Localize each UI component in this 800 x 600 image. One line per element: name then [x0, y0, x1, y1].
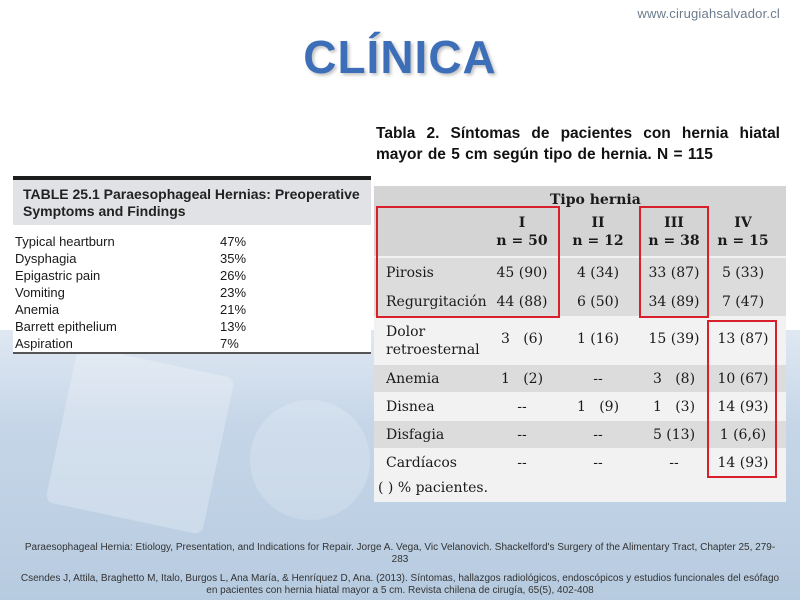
symptoms-table-spanish [374, 186, 786, 502]
table-footnote: ( ) % pacientes. [378, 480, 489, 496]
table-rule [13, 352, 371, 354]
table-caption: Paraesophageal Hernias: Preoperative Symptoms and Findings [23, 186, 360, 219]
column-header [562, 214, 634, 250]
percent-cell: 7% [220, 336, 239, 351]
column-type: II [591, 215, 605, 231]
row-label-line: Disfagia [386, 427, 445, 443]
table-row [15, 335, 371, 352]
highlight-type-iv [707, 320, 777, 478]
group-header: Tipo hernia [550, 192, 641, 208]
row-label-line: Pirosis [386, 265, 434, 281]
row-label [386, 426, 444, 444]
value-cell: 14 (93) [717, 399, 769, 415]
row-label [386, 454, 457, 472]
row-label [386, 370, 440, 388]
table-row [15, 284, 371, 301]
percent-cell: 23% [220, 285, 247, 300]
value-cell: -- [669, 455, 679, 471]
value-cell: 3 (8) [652, 371, 696, 387]
column-type: IV [734, 215, 752, 231]
table-number: TABLE 25.1 [23, 186, 100, 202]
value-cell: 7 (47) [721, 294, 765, 310]
column-n: n = 38 [648, 233, 700, 249]
value-cell: 14 (93) [717, 455, 769, 471]
table-row [15, 318, 371, 335]
value-cell: 15 (39) [648, 331, 700, 347]
background-decoration [250, 400, 370, 520]
value-cell: 5 (13) [652, 427, 696, 443]
highlight-type-iii [639, 206, 709, 318]
row-label-line: Cardíacos [386, 455, 457, 471]
column-type: I [518, 215, 526, 231]
row-label [386, 323, 480, 359]
value-cell: 1 (16) [576, 331, 620, 347]
value-cell: 6 (50) [576, 294, 620, 310]
value-cell: -- [517, 399, 527, 415]
symptom-cell: Aspiration [15, 336, 73, 351]
value-cell: 13 (87) [717, 331, 769, 347]
row-label-line: Dolor [386, 324, 426, 340]
symptom-cell: Barrett epithelium [15, 319, 117, 334]
row-label-line: retroesternal [386, 342, 480, 358]
percent-cell: 35% [220, 251, 247, 266]
column-type: III [664, 215, 684, 231]
table-body [13, 225, 371, 352]
reference-1: Paraesophageal Hernia: Etiology, Presentation, and Indications for Repair. Jorge A. Vega, Vic Velanovich. Shackelford's Surgery of the Alimentary Tract, Chapter 25, 279-283 [24, 542, 776, 565]
background-decoration [45, 345, 235, 535]
row-label-line: Regurgitación [386, 294, 487, 310]
row-label [386, 398, 435, 416]
value-cell: -- [593, 427, 603, 443]
reference-2: Csendes J, Attila, Braghetto M, Italo, Burgos L, Ana María, & Henríquez D, Ana. (2013). Síntomas, hallazgos radiológicos, endoscópicos y estudios funcionales del esófago en pacientes con hernia hiatal mayor a 5 cm. Revista chilena de cirugía, 65(5), 402-408 [20, 573, 780, 596]
symptom-cell: Anemia [15, 302, 60, 317]
symptoms-table-english [13, 176, 371, 354]
value-cell: 3 (6) [500, 331, 544, 347]
value-cell: -- [517, 455, 527, 471]
row-label-line: Disnea [386, 399, 435, 415]
table-row [15, 267, 371, 284]
symptom-cell: Vomiting [15, 285, 65, 300]
percent-cell: 13% [220, 319, 247, 334]
value-cell: 33 (87) [648, 265, 700, 281]
column-n: n = 12 [572, 233, 624, 249]
table-row [15, 250, 371, 267]
table-row [15, 301, 371, 318]
value-cell: 34 (89) [648, 294, 700, 310]
percent-cell: 26% [220, 268, 247, 283]
column-header [707, 214, 779, 250]
value-cell: 5 (33) [721, 265, 765, 281]
slide-title: CLÍNICA [303, 31, 497, 83]
value-cell: 10 (67) [717, 371, 769, 387]
value-cell: 1 (9) [576, 399, 620, 415]
value-cell: 4 (34) [576, 265, 620, 281]
value-cell: 1 (3) [652, 399, 696, 415]
value-cell: 44 (88) [496, 294, 548, 310]
value-cell: 45 (90) [496, 265, 548, 281]
value-cell: -- [593, 371, 603, 387]
value-cell: -- [517, 427, 527, 443]
row-label-line: Anemia [386, 371, 440, 387]
value-cell: -- [593, 455, 603, 471]
symptom-cell: Typical heartburn [15, 234, 115, 249]
symptom-cell: Dysphagia [15, 251, 77, 266]
highlight-type-i [376, 206, 560, 318]
column-n: n = 15 [717, 233, 769, 249]
column-n: n = 50 [496, 233, 548, 249]
table-row [15, 233, 371, 250]
percent-cell: 47% [220, 234, 247, 249]
value-cell: 1 (6,6) [719, 427, 767, 443]
percent-cell: 21% [220, 302, 247, 317]
symptom-cell: Epigastric pain [15, 268, 101, 283]
site-url[interactable]: www.cirugiahsalvador.cl [637, 6, 780, 21]
table2-title: Tabla 2. Síntomas de pacientes con hernia hiatal mayor de 5 cm según tipo de hernia. N = 115 [376, 125, 780, 163]
value-cell: 1 (2) [500, 371, 544, 387]
table-header [13, 176, 371, 225]
